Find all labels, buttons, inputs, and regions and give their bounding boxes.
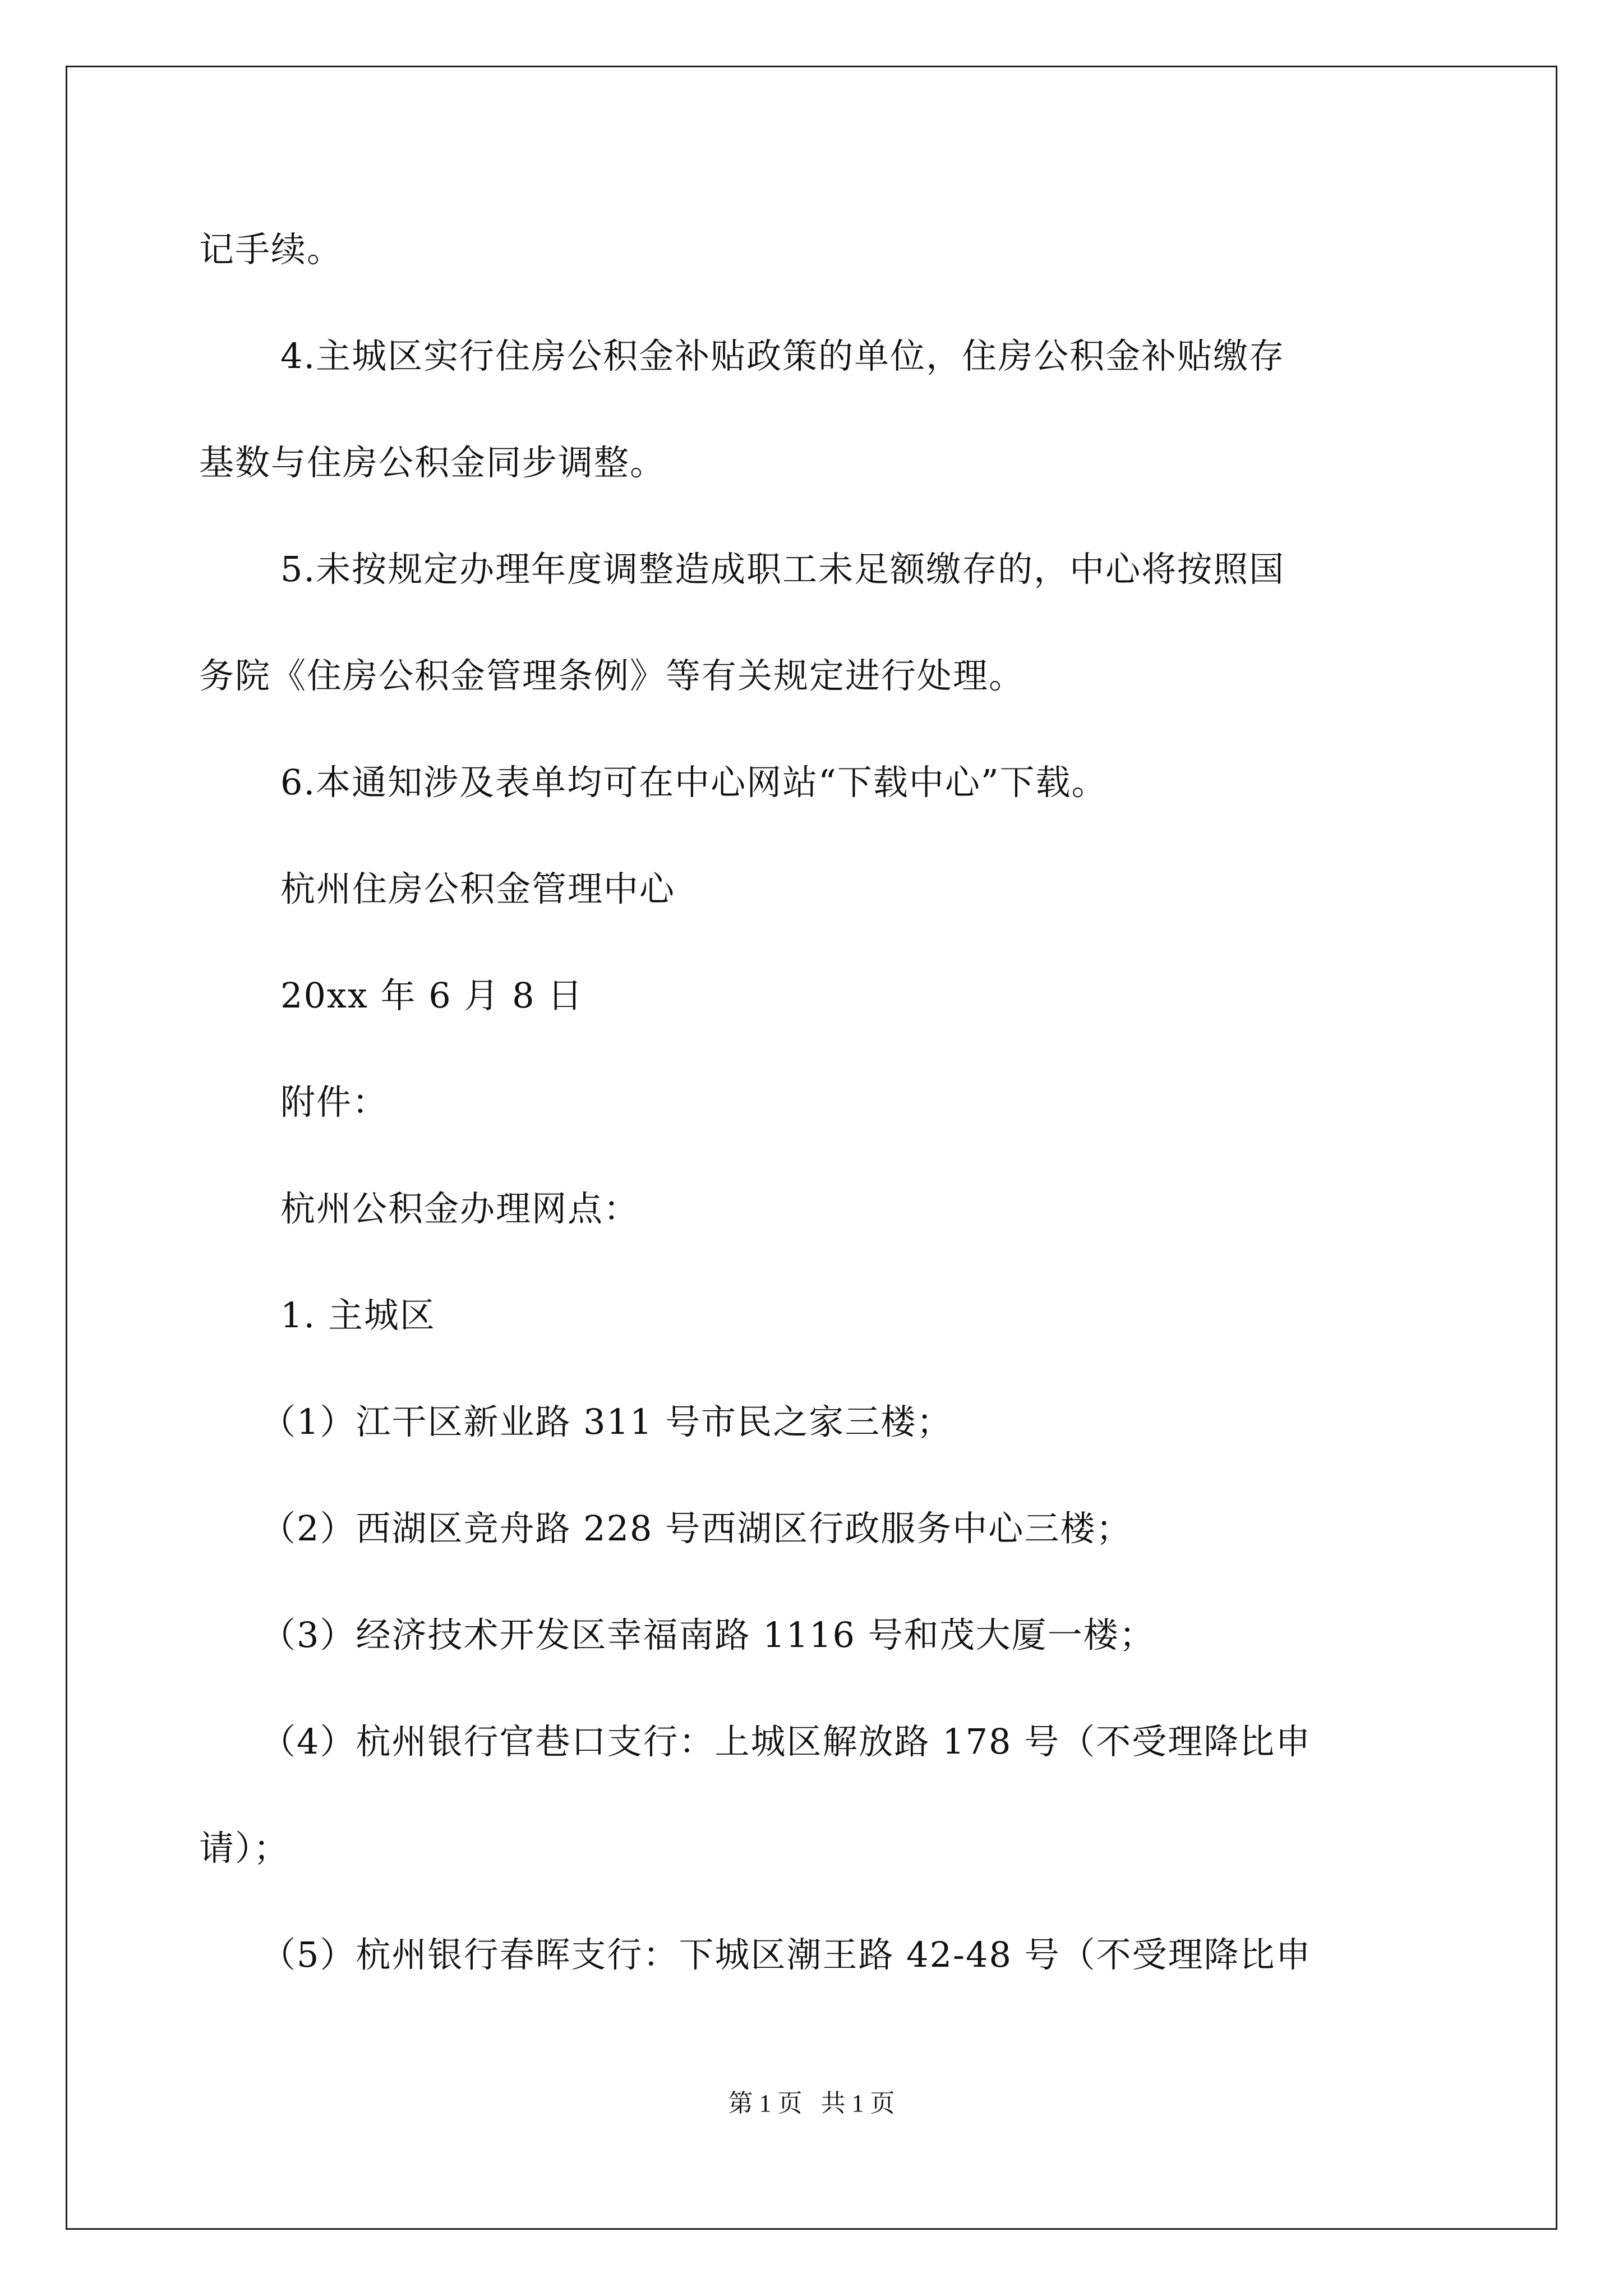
issue-date: 20xx 年 6 月 8 日	[280, 975, 584, 1016]
service-point-4-line-2: 请）；	[199, 1828, 290, 1869]
item-4-line-2: 基数与住房公积金同步调整。	[199, 442, 666, 483]
service-point-3: （3）经济技术开发区幸福南路 1116 号和茂大厦一楼；	[261, 1614, 1155, 1655]
item-6-line: 6.本通知涉及表单均可在中心网站“下载中心”下载。	[280, 762, 1108, 803]
service-point-1: （1）江干区新业路 311 号市民之家三楼；	[261, 1401, 953, 1442]
item-5-line-1: 5.未按规定办理年度调整造成职工未足额缴存的，中心将按照国	[280, 549, 1285, 590]
service-point-2: （2）西湖区竞舟路 228 号西湖区行政服务中心三楼；	[261, 1508, 1132, 1549]
service-points-heading: 杭州公积金办理网点：	[280, 1188, 640, 1229]
page-number-footer: 第 1 页 共 1 页	[728, 2090, 895, 2117]
issuer-name: 杭州住房公积金管理中心	[280, 868, 676, 909]
service-point-5-line-1: （5）杭州银行春晖支行：下城区潮王路 42-48 号（不受理降比申	[261, 1934, 1312, 1975]
item-5-line-2: 务院《住房公积金管理条例》等有关规定进行处理。	[199, 655, 1025, 696]
item-4-line-1: 4.主城区实行住房公积金补贴政策的单位，住房公积金补贴缴存	[280, 335, 1285, 376]
attachment-heading: 附件：	[280, 1082, 389, 1122]
text-line-continuation: 记手续。	[199, 229, 343, 270]
service-point-4-line-1: （4）杭州银行官巷口支行：上城区解放路 178 号（不受理降比申	[261, 1721, 1312, 1762]
page-border	[66, 66, 1557, 2230]
main-district-heading: 1. 主城区	[280, 1295, 436, 1336]
